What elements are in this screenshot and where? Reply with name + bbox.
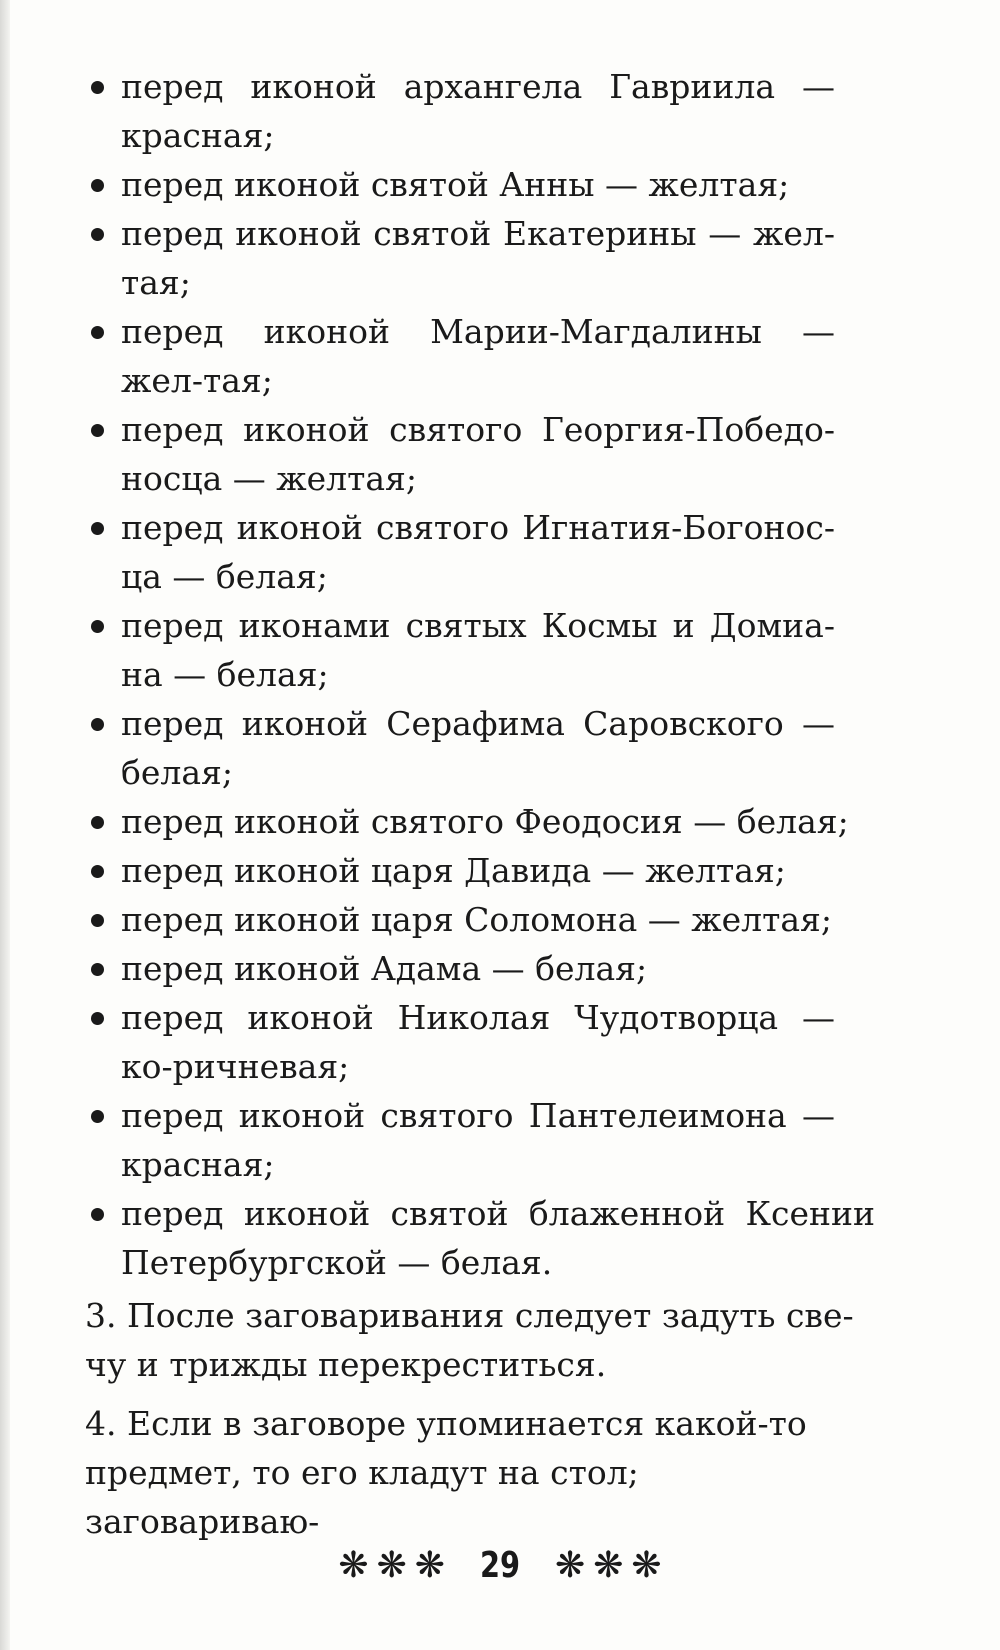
- bullet-icon: [91, 179, 104, 192]
- list-item: перед иконой святой Екатерины — жел-тая;: [85, 209, 875, 307]
- bullet-icon: [91, 1110, 104, 1123]
- ornament-icon: ❋: [555, 1544, 586, 1586]
- list-item: перед иконой святой блаженной Ксении Петербургской — белая.: [85, 1189, 875, 1287]
- bullet-icon: [91, 326, 104, 339]
- bullet-icon: [91, 914, 104, 927]
- ornament-icon: ❋: [338, 1544, 369, 1586]
- list-item: перед иконами святых Космы и Домиа-на — белая;: [85, 601, 875, 699]
- page-left-edge: [0, 0, 10, 1650]
- list-item: перед иконой святой Анны — желтая;: [85, 160, 875, 209]
- ornament-icon: ❋: [376, 1544, 407, 1586]
- bullet-icon: [91, 816, 104, 829]
- list-item: перед иконой царя Давида — желтая;: [85, 846, 875, 895]
- bullet-icon: [91, 424, 104, 437]
- bullet-icon: [91, 963, 104, 976]
- ornament-icon: ❋: [593, 1544, 624, 1586]
- bullet-icon: [91, 1012, 104, 1025]
- paragraph-step-3: 3. После заговаривания следует задуть све-чу и трижды перекреститься.: [85, 1296, 854, 1384]
- list-item: перед иконой святого Феодосия — белая;: [85, 797, 875, 846]
- list-item: перед иконой архангела Гавриила — красная;: [85, 62, 875, 160]
- bullet-icon: [91, 228, 104, 241]
- bullet-icon: [91, 865, 104, 878]
- list-item: перед иконой Николая Чудотворца — ко-ричневая;: [85, 993, 875, 1091]
- list-item: перед иконой святого Игнатия-Богонос-ца — белая;: [85, 503, 875, 601]
- bullet-icon: [91, 522, 104, 535]
- candle-color-list: [85, 62, 875, 1287]
- page-footer: [0, 1545, 1000, 1586]
- bullet-icon: [91, 81, 104, 94]
- list-item: перед иконой святого Пантелеимона — красная;: [85, 1091, 875, 1189]
- list-item: перед иконой святого Георгия-Победо-носца — желтая;: [85, 405, 875, 503]
- bullet-icon: [91, 620, 104, 633]
- bullet-icon: [91, 718, 104, 731]
- page-number: 29: [479, 1545, 521, 1586]
- list-item: перед иконой Серафима Саровского — белая;: [85, 699, 875, 797]
- paragraph-step-4: 4. Если в заговоре упоминается какой-то предмет, то его кладут на стол; заговариваю-: [85, 1404, 807, 1541]
- bullet-icon: [91, 1208, 104, 1221]
- ornament-icon: ❋: [414, 1544, 445, 1586]
- list-item: перед иконой царя Соломона — желтая;: [85, 895, 875, 944]
- list-item: перед иконой Адама — белая;: [85, 944, 875, 993]
- ornament-icon: ❋: [631, 1544, 662, 1586]
- page-body: [85, 62, 875, 1546]
- list-item: перед иконой Марии-Магдалины — жел-тая;: [85, 307, 875, 405]
